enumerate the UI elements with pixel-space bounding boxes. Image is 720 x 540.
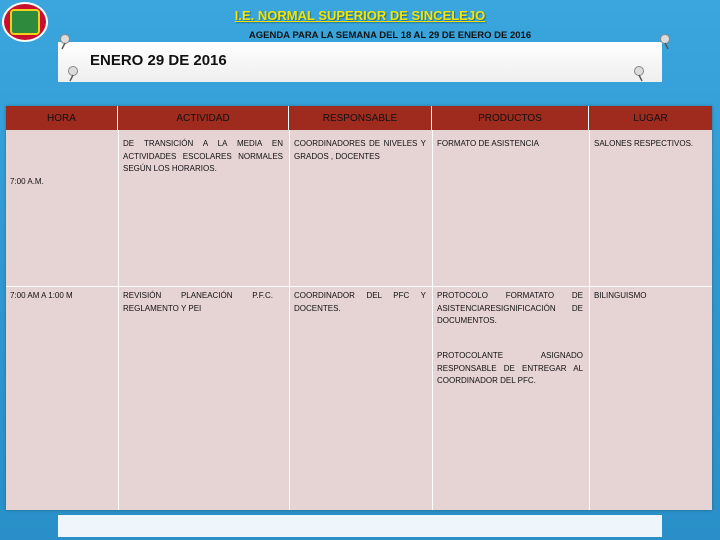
column-divider: [118, 130, 119, 510]
row2-lugar: BILINGUISMO: [594, 291, 647, 300]
row2-hora: 7:00 AM A 1:00 M: [10, 291, 73, 300]
page-subtitle: AGENDA PARA LA SEMANA DEL 18 AL 29 DE ENERO DE 2016: [248, 30, 532, 41]
row2-productos-note: PROTOCOLANTE ASIGNADO RESPONSABLE DE ENTREGAR AL COORDINADOR DEL PFC.: [437, 351, 583, 385]
header-lugar: LUGAR: [589, 106, 712, 130]
row1-lugar: SALONES RESPECTIVOS.: [594, 139, 694, 148]
row1-productos: FORMATO DE ASISTENCIA: [437, 139, 539, 148]
header-productos: PRODUCTOS: [432, 106, 589, 130]
pushpin-icon: [58, 34, 72, 50]
footer-band: [58, 515, 662, 537]
column-divider: [289, 130, 290, 510]
header-responsable: RESPONSABLE: [289, 106, 432, 130]
header-hora: HORA: [6, 106, 118, 130]
header-actividad: ACTIVIDAD: [118, 106, 289, 130]
row1-responsable: COORDINADORES DE NIVELES Y GRADOS , DOCENTES: [294, 139, 426, 161]
column-divider: [589, 130, 590, 510]
row-divider: [6, 286, 712, 287]
row1-hora: 7:00 A.M.: [10, 177, 44, 186]
date-title: ENERO 29 DE 2016: [90, 52, 227, 69]
page-title: I.E. NORMAL SUPERIOR DE SINCELEJO: [234, 8, 486, 23]
column-divider: [432, 130, 433, 510]
row2-actividad: REVISIÓN PLANEACIÓN P.F.C. REGLAMENTO Y PEI: [123, 291, 273, 313]
row2-responsable: COORDINADOR DEL PFC Y DOCENTES.: [294, 291, 426, 313]
pushpin-icon: [658, 34, 672, 50]
row2-productos: PROTOCOLO FORMATATO DE ASISTENCIARESIGNIFICACIÓN DE DOCUMENTOS.: [437, 291, 583, 325]
pushpin-icon: [66, 66, 80, 82]
row1-actividad: DE TRANSICIÓN A LA MEDIA EN ACTIVIDADES ESCOLARES NORMALES SEGÚN LOS HORARIOS.: [123, 139, 283, 173]
pushpin-icon: [632, 66, 646, 82]
